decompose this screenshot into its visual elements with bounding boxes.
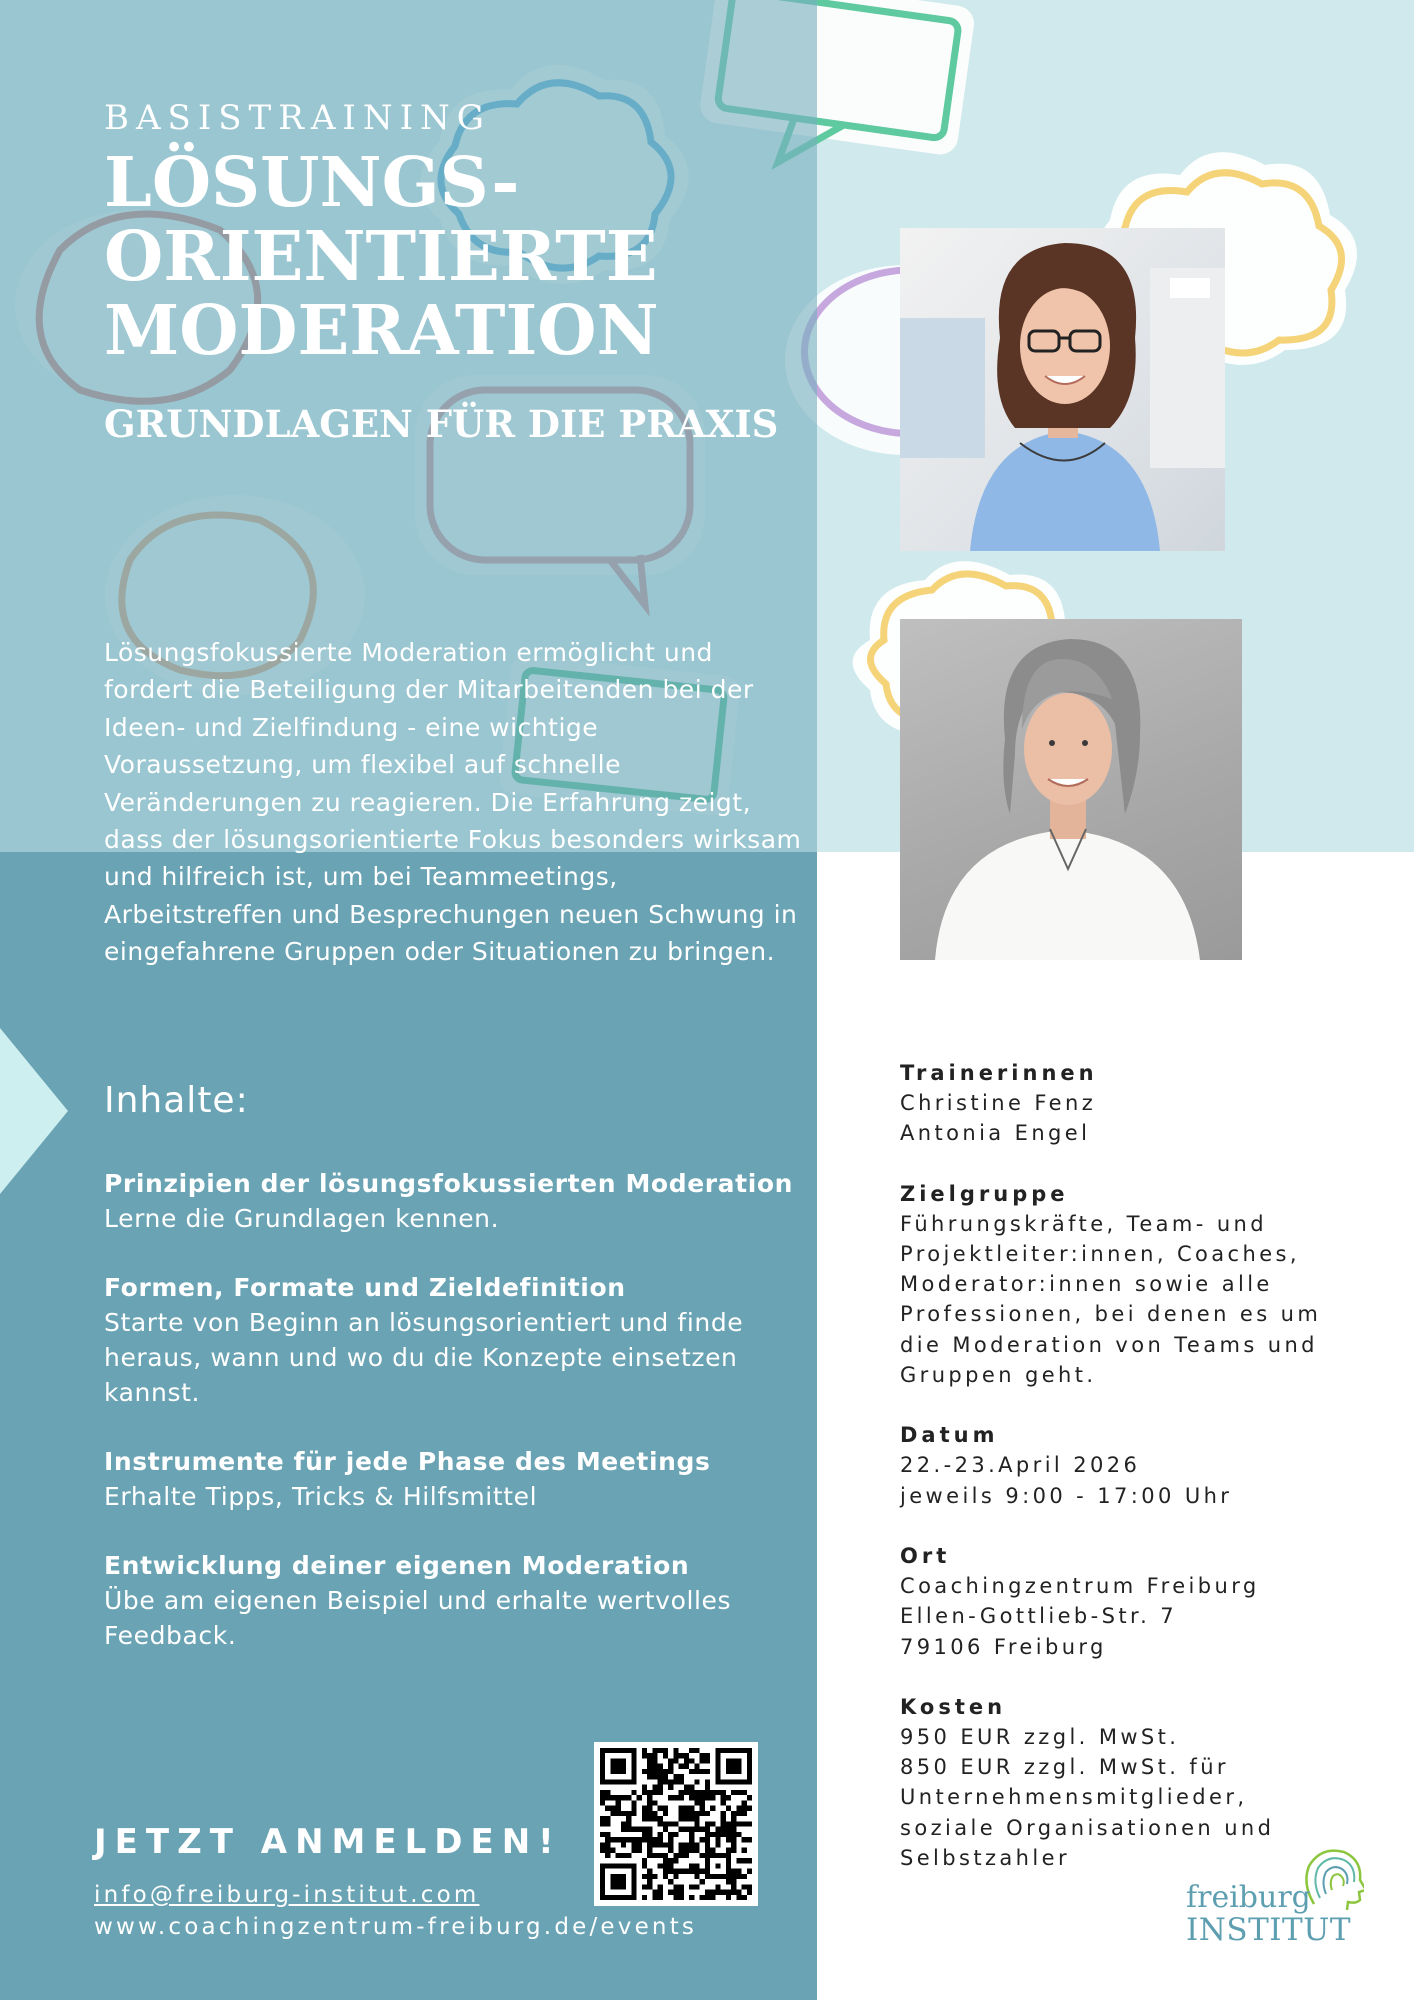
module-title: Formen, Formate und Zieldefinition [104, 1273, 626, 1302]
qr-code-icon[interactable] [594, 1742, 758, 1906]
module-title: Entwicklung deiner eigenen Moderation [104, 1551, 690, 1580]
module-item [104, 1548, 804, 1653]
email-link[interactable]: info@freiburg-institut.com [94, 1882, 480, 1908]
info-zielgruppe [900, 1179, 1380, 1391]
module-text: Starte von Beginn an lösungsorientiert und finde heraus, wann und wo du die Konzepte einsetzen kannst. [104, 1308, 744, 1407]
qr-code-graphic [600, 1748, 752, 1900]
info-line: Führungskräfte, Team- und [900, 1211, 1267, 1236]
info-line: 79106 Freiburg [900, 1634, 1107, 1659]
intro-paragraph: Lösungsfokussierte Moderation ermöglicht und fordert die Beteiligung der Mitarbeitenden bei der Ideen- und Zielfindung - eine wichtige Voraussetzung, um flexibel auf schnelle Veränderungen zu reagieren. Die Erfahrung zeigt, dass der lösungsorientierte Fokus besonders wirksam und hilfreich ist, um bei Teammeetings, Arbeitstreffen und Besprechungen neuen Schwung in eingefahrene Gruppen oder Situationen zu bringen. [104, 638, 802, 967]
page-subtitle: GRUNDLAGEN FÜR DIE PRAXIS [104, 402, 779, 446]
info-line: 850 EUR zzgl. MwSt. für [900, 1755, 1229, 1780]
portrait-illustration [900, 619, 1242, 960]
freiburg-institut-logo [1184, 1844, 1374, 1948]
info-label: Ort [900, 1543, 951, 1568]
info-line: Selbstzahler [900, 1846, 1070, 1871]
event-info [900, 1058, 1380, 1903]
module-text: Erhalte Tipps, Tricks & Hilfsmittel [104, 1482, 538, 1511]
info-trainer [900, 1058, 1380, 1149]
info-line: Coachingzentrum Freiburg [900, 1573, 1260, 1598]
trainer-photo-1 [900, 228, 1225, 551]
info-line: Unternehmensmitglieder, [900, 1785, 1248, 1810]
module-title: Prinzipien der lösungsfokussierten Moderation [104, 1169, 794, 1198]
info-line: Antonia Engel [900, 1121, 1091, 1146]
info-line: Gruppen geht. [900, 1363, 1097, 1388]
module-text: Übe am eigenen Beispiel und erhalte wertvolles Feedback. [104, 1586, 732, 1650]
info-line: Ellen-Gottlieb-Str. 7 [900, 1604, 1177, 1629]
title-line-3: MODERATION [104, 291, 659, 371]
title-line-2: ORIENTIERTE [104, 217, 658, 297]
info-line: Professionen, bei denen es um [900, 1302, 1322, 1327]
trainer-photo-2 [900, 619, 1242, 960]
portrait-illustration [900, 228, 1225, 551]
register-now-heading: JETZT ANMELDEN! [94, 1822, 562, 1862]
website-link[interactable]: www.coachingzentrum-freiburg.de/events [94, 1914, 698, 1940]
info-datum [900, 1420, 1380, 1511]
info-label: Trainerinnen [900, 1061, 1098, 1085]
info-label: Datum [900, 1423, 999, 1448]
info-line: soziale Organisationen und [900, 1815, 1275, 1840]
info-ort [900, 1541, 1380, 1662]
logo-word-freiburg: freiburg [1186, 1880, 1311, 1915]
module-text: Lerne die Grundlagen kennen. [104, 1204, 500, 1233]
title-line-1: LÖSUNGS- [104, 143, 520, 223]
info-label: Kosten [900, 1694, 1007, 1719]
kicker: BASISTRAINING [104, 98, 491, 138]
info-line: jeweils 9:00 - 17:00 Uhr [900, 1483, 1233, 1508]
logo-word-institut: INSTITUT [1186, 1912, 1352, 1948]
info-line: 22.-23.April 2026 [900, 1453, 1141, 1478]
module-item [104, 1166, 804, 1236]
info-line: die Moderation von Teams und [900, 1332, 1318, 1357]
module-list [104, 1166, 804, 1687]
info-line: Christine Fenz [900, 1091, 1097, 1115]
info-line: 950 EUR zzgl. MwSt. [900, 1724, 1180, 1749]
info-line: Moderator:innen sowie alle [900, 1272, 1273, 1297]
page-title [104, 143, 659, 371]
info-line: Projektleiter:innen, Coaches, [900, 1241, 1300, 1266]
side-arrow-decoration [0, 1028, 68, 1194]
inhalte-heading: Inhalte: [104, 1080, 249, 1121]
module-item [104, 1444, 804, 1514]
info-label: Zielgruppe [900, 1181, 1069, 1206]
module-item [104, 1270, 804, 1410]
module-title: Instrumente für jede Phase des Meetings [104, 1447, 711, 1476]
